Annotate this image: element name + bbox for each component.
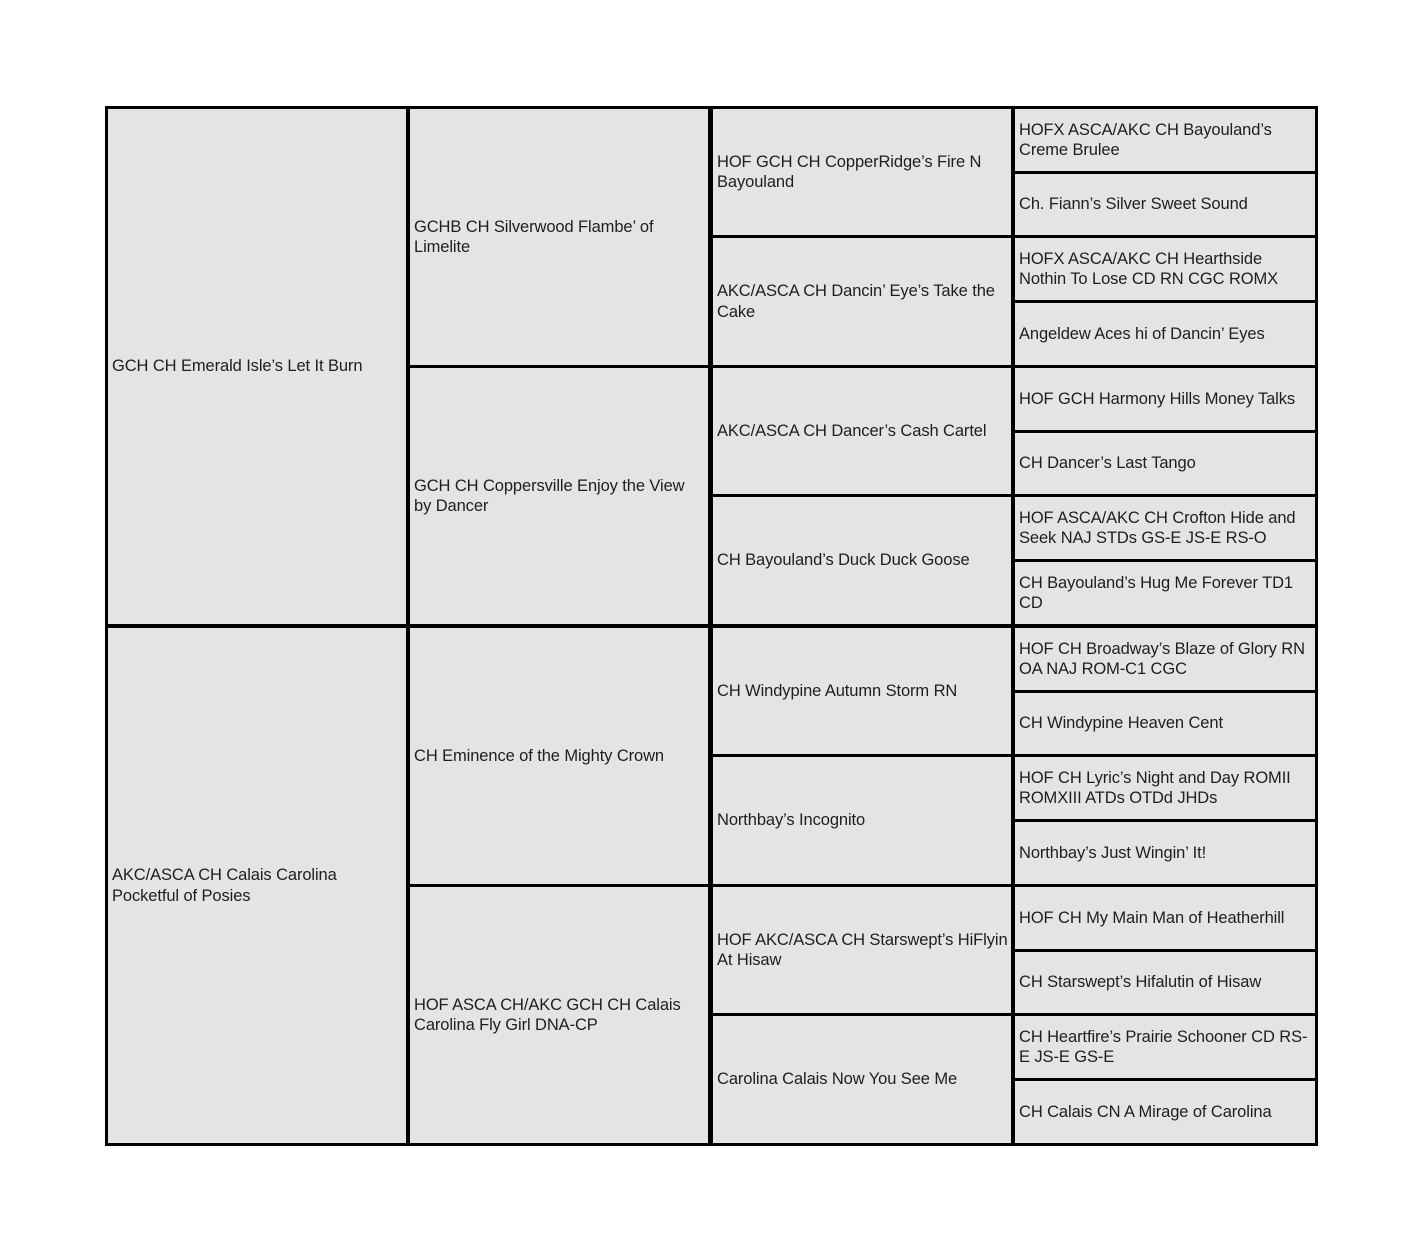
gen3-ancestor-2 [713, 238, 1011, 365]
gen4-ancestor-2 [1015, 174, 1315, 235]
maternal-grandsire [410, 628, 708, 884]
gen3-ancestor-7 [713, 887, 1011, 1013]
gen4-ancestor-3 [1015, 238, 1315, 300]
gen4-ancestor-10-name: CH Windypine Heaven Cent [1019, 714, 1223, 733]
gen4-ancestor-6 [1015, 433, 1315, 494]
gen3-ancestor-1-name: HOF GCH CH CopperRidge’s Fire N Bayouland [717, 152, 982, 191]
gen4-ancestor-14-name: CH Starswept’s Hifalutin of Hisaw [1019, 973, 1262, 992]
gen4-ancestor-3-name: HOFX ASCA/AKC CH Hearthside Nothin To Lose CD RN CGC ROMX [1019, 249, 1279, 288]
gen4-ancestor-11-name: HOF CH Lyric’s Night and Day ROMII ROMXIII ATDs OTDd JHDs [1019, 768, 1291, 807]
paternal-grandsire [410, 109, 708, 365]
sire [108, 109, 406, 624]
gen4-ancestor-1 [1015, 109, 1315, 171]
gen4-ancestor-9 [1015, 628, 1315, 690]
gen4-ancestor-5-name: HOF GCH Harmony Hills Money Talks [1019, 389, 1296, 408]
gen3-ancestor-4 [713, 497, 1011, 624]
paternal-grandsire-name: GCHB CH Silverwood Flambe’ of Limelite [414, 217, 654, 256]
gen4-ancestor-2-name: Ch. Fiann’s Silver Sweet Sound [1019, 195, 1248, 214]
gen3-ancestor-3-name: AKC/ASCA CH Dancer’s Cash Cartel [717, 421, 987, 440]
gen3-ancestor-4-name: CH Bayouland’s Duck Duck Goose [717, 551, 970, 570]
gen4-ancestor-6-name: CH Dancer’s Last Tango [1019, 454, 1196, 473]
gen4-ancestor-14 [1015, 952, 1315, 1013]
maternal-grandsire-name: CH Eminence of the Mighty Crown [414, 746, 664, 765]
gen4-ancestor-11 [1015, 757, 1315, 819]
dam [108, 628, 406, 1143]
gen4-ancestor-16 [1015, 1081, 1315, 1143]
gen3-ancestor-1 [713, 109, 1011, 235]
gen3-ancestor-5-name: CH Windypine Autumn Storm RN [717, 681, 958, 700]
gen4-ancestor-12-name: Northbay’s Just Wingin’ It! [1019, 843, 1207, 862]
gen4-ancestor-16-name: CH Calais CN A Mirage of Carolina [1019, 1102, 1272, 1121]
gen4-ancestor-12 [1015, 822, 1315, 884]
gen3-ancestor-3 [713, 368, 1011, 494]
gen4-ancestor-13-name: HOF CH My Main Man of Heatherhill [1019, 908, 1285, 927]
gen4-ancestor-5 [1015, 368, 1315, 430]
gen4-ancestor-10 [1015, 693, 1315, 754]
gen4-ancestor-1-name: HOFX ASCA/AKC CH Bayouland’s Creme Brulee [1019, 120, 1272, 159]
paternal-granddam-name: GCH CH Coppersville Enjoy the View by Dancer [414, 476, 685, 515]
sire-name: GCH CH Emerald Isle’s Let It Burn [112, 357, 363, 376]
dam-name: AKC/ASCA CH Calais Carolina Pocketful of Posies [112, 866, 337, 905]
gen4-ancestor-7-name: HOF ASCA/AKC CH Crofton Hide and Seek NAJ STDs GS-E JS-E RS-O [1019, 508, 1296, 547]
gen4-ancestor-13 [1015, 887, 1315, 949]
gen3-ancestor-2-name: AKC/ASCA CH Dancin’ Eye’s Take the Cake [717, 282, 995, 321]
gen3-ancestor-8 [713, 1016, 1011, 1143]
gen4-ancestor-7 [1015, 497, 1315, 559]
gen4-ancestor-4 [1015, 303, 1315, 365]
pedigree-chart [105, 106, 1318, 1146]
gen3-ancestor-6-name: Northbay’s Incognito [717, 811, 866, 830]
gen3-ancestor-8-name: Carolina Calais Now You See Me [717, 1070, 958, 1089]
paternal-granddam [410, 368, 708, 624]
gen4-ancestor-15-name: CH Heartfire’s Prairie Schooner CD RS-E JS-E GS-E [1019, 1027, 1308, 1066]
gen3-ancestor-5 [713, 628, 1011, 754]
gen3-ancestor-7-name: HOF AKC/ASCA CH Starswept’s HiFlyin At Hisaw [717, 930, 1008, 969]
gen3-ancestor-6 [713, 757, 1011, 884]
gen4-ancestor-15 [1015, 1016, 1315, 1078]
gen4-ancestor-4-name: Angeldew Aces hi of Dancin’ Eyes [1019, 324, 1265, 343]
gen4-ancestor-8-name: CH Bayouland’s Hug Me Forever TD1 CD [1019, 573, 1293, 612]
maternal-granddam-name: HOF ASCA CH/AKC GCH CH Calais Carolina Fly Girl DNA-CP [414, 995, 681, 1034]
gen4-ancestor-8 [1015, 562, 1315, 624]
maternal-granddam [410, 887, 708, 1143]
gen4-ancestor-9-name: HOF CH Broadway’s Blaze of Glory RN OA NAJ ROM-C1 CGC [1019, 639, 1305, 678]
